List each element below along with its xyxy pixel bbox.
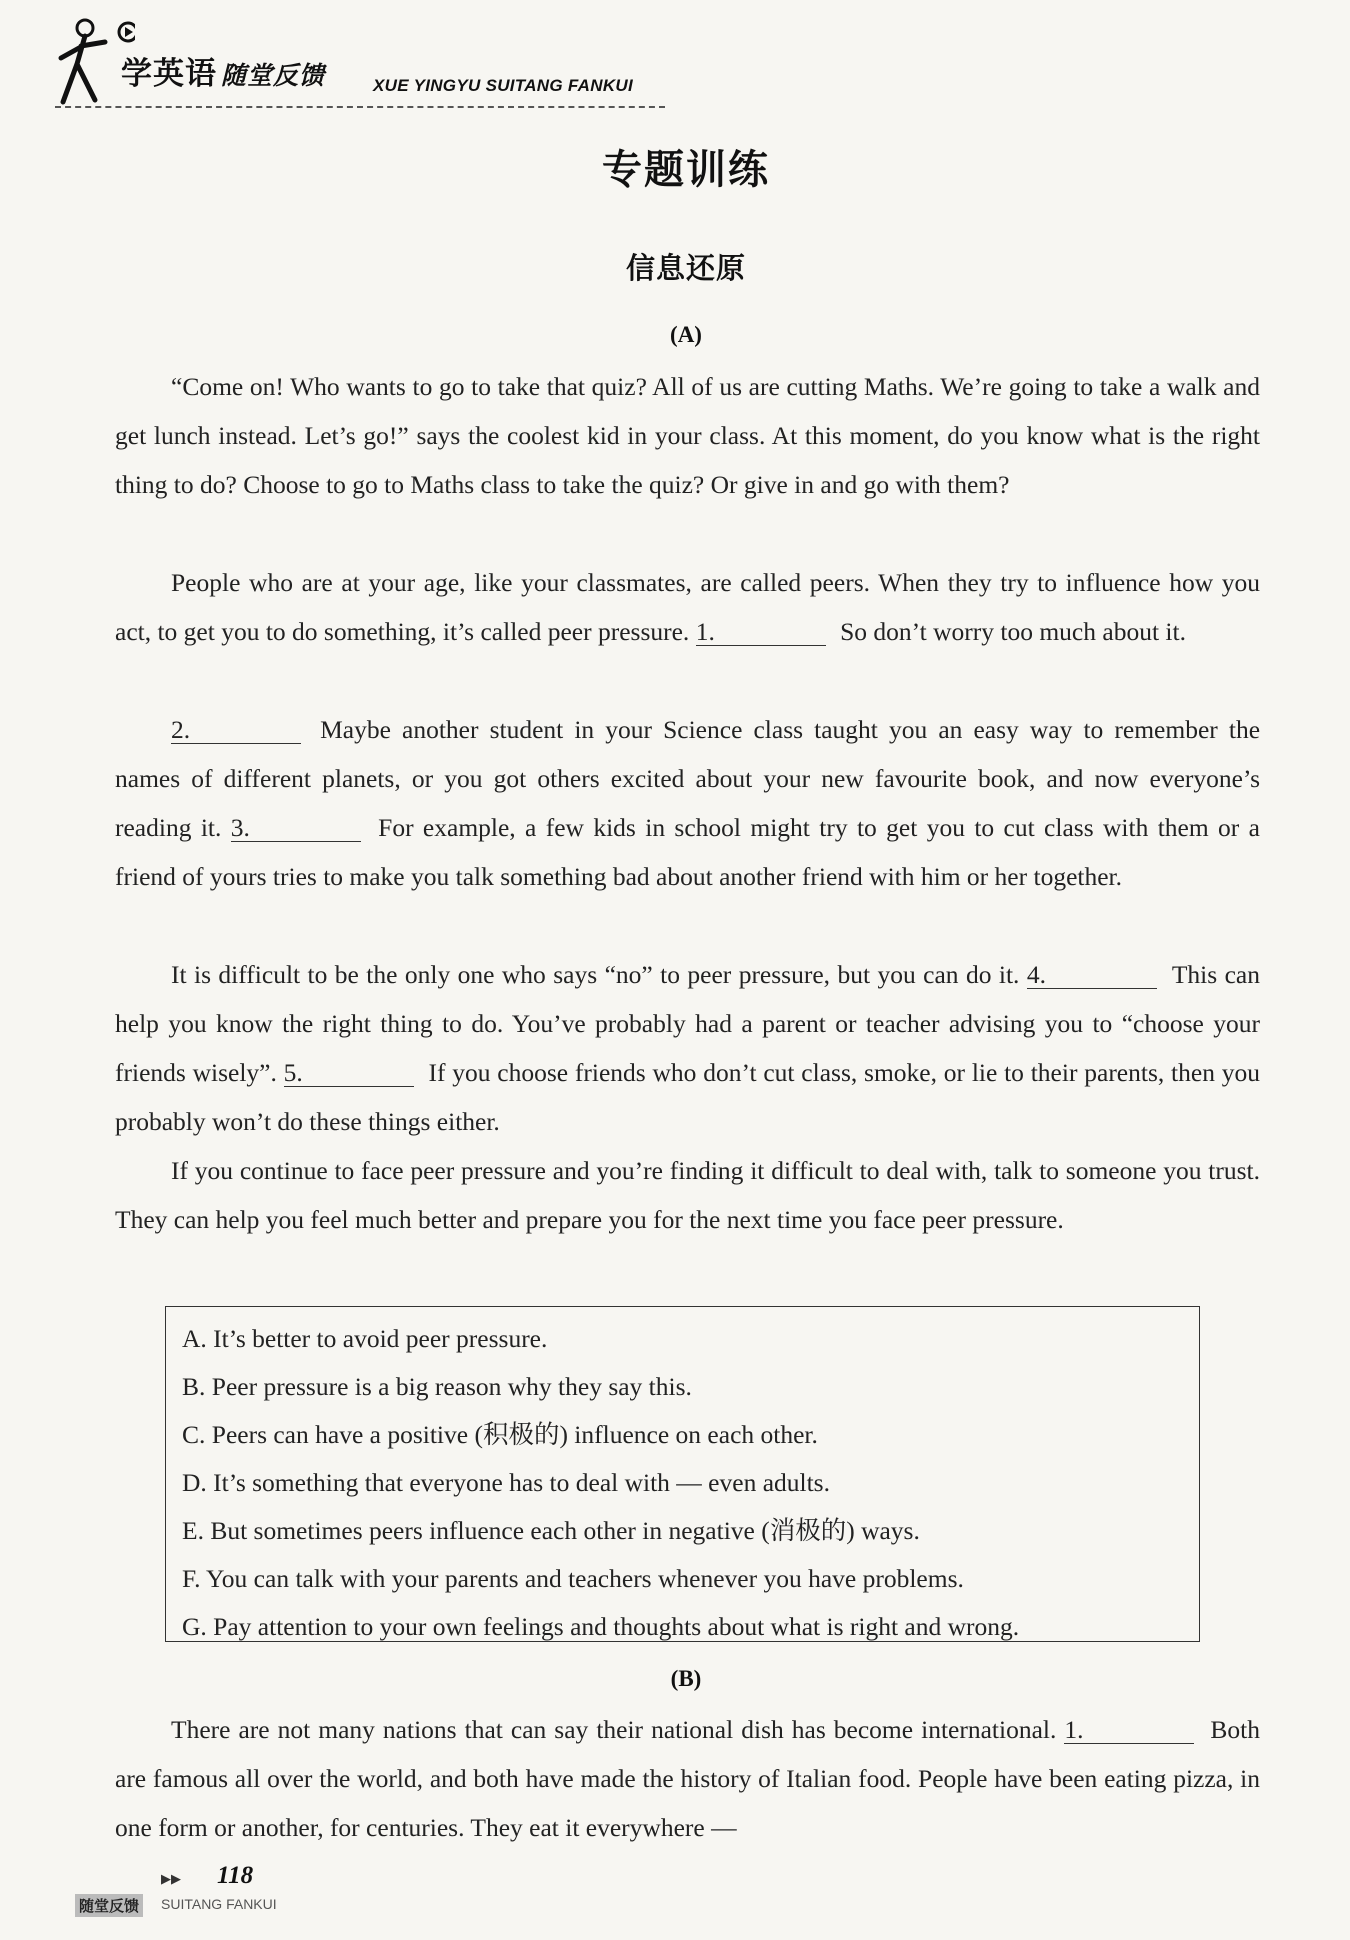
blank-5[interactable]: 5. xyxy=(284,1060,414,1087)
paragraph-a3-text: Maybe another student in your Science class taught you an easy way to remember the names of different planets, or you got others excited about your new favourite book, and now everyone’s reading it. xyxy=(115,715,1261,842)
page-title: 专题训练 xyxy=(602,147,770,193)
blank-4[interactable]: 4. xyxy=(1027,962,1157,989)
paragraph-a2-text-after: So don’t worry too much about it. xyxy=(840,617,1186,646)
option-d: D. It’s something that everyone has to deal with — even adults. xyxy=(182,1468,830,1497)
paragraph-a5: If you continue to face peer pressure and you’re finding it difficult to deal with, talk to someone you trust. They can help you feel much better and prepare you for the next time you face peer pressure. xyxy=(115,1156,1260,1234)
footer-tag-en: SUITANG FANKUI xyxy=(161,1896,277,1912)
paragraph-a4-text-mid: This can help you know the right thing to do. You’ve probably had a parent or teacher advising you to “choose your friends wisely”. xyxy=(115,960,1260,1087)
blank-b1[interactable]: 1. xyxy=(1064,1717,1194,1744)
paragraph-a1: “Come on! Who wants to go to take that quiz? All of us are cutting Maths. We’re going to take a walk and get lunch instead. Let’s go!” says the coolest kid in your class. At this moment, do you know what is the right thing to do? Choose to go to Maths class to take the quiz? Or give in and go with them? xyxy=(115,372,1260,499)
paragraph-b1 xyxy=(115,1705,1260,1852)
paragraph-b1-text: There are not many nations that can say their national dish has become international. xyxy=(171,1715,1057,1744)
option-g: G. Pay attention to your own feelings and thoughts about what is right and wrong. xyxy=(182,1612,1020,1641)
blank-2[interactable]: 2. xyxy=(171,717,301,744)
option-f: F. You can talk with your parents and teachers whenever you have problems. xyxy=(182,1564,964,1593)
arrow-icon: ▶▶ xyxy=(161,1872,181,1887)
options-box xyxy=(165,1306,1200,1642)
footer-tag-cn: 随堂反馈 xyxy=(75,1894,143,1917)
blank-1[interactable]: 1. xyxy=(696,619,826,646)
logo-cn-main: 学英语 xyxy=(121,56,217,92)
paragraph-a2-text: People who are at your age, like your classmates, are called peers. When they try to influence how you act, to get you to do something, it’s called peer pressure. xyxy=(115,568,1260,646)
logo-text-cn xyxy=(121,48,325,93)
paragraph-a4-text: It is difficult to be the only one who says “no” to peer pressure, but you can do it. xyxy=(171,960,1020,989)
page-footer xyxy=(75,1862,335,1922)
blank-3[interactable]: 3. xyxy=(231,815,361,842)
option-b: B. Peer pressure is a big reason why they say this. xyxy=(182,1372,692,1401)
page-header xyxy=(55,14,675,114)
option-c: C. Peers can have a positive (积极的) influence on each other. xyxy=(182,1420,818,1449)
logo-cn-small: 随堂反馈 xyxy=(221,61,326,90)
paragraph-b1-text-after: Both are famous all over the world, and both have made the history of Italian food. People have been eating pizza, in one form or another, for centuries. They eat it everywhere — xyxy=(115,1715,1261,1842)
page-subtitle: 信息还原 xyxy=(625,251,746,285)
paragraph-a2 xyxy=(115,558,1260,656)
option-e: E. But sometimes peers influence each other in negative (消极的) ways. xyxy=(182,1516,920,1545)
logo-text-en: XUE YINGYU SUITANG FANKUI xyxy=(373,76,634,95)
paragraph-a3-text-after: For example, a few kids in school might try to get you to cut class with them or a friend of yours tries to make you talk something bad about another friend with him or her together. xyxy=(115,813,1260,891)
page-number: 118 xyxy=(217,1862,254,1889)
header-divider xyxy=(55,106,665,108)
option-a: A. It’s better to avoid peer pressure. xyxy=(182,1324,548,1353)
paragraph-a4-text-after: If you choose friends who don’t cut class, smoke, or lie to their parents, then you probably won’t do these things either. xyxy=(115,1058,1260,1136)
paragraph-a4 xyxy=(115,950,1260,1146)
section-a-label: (A) xyxy=(670,322,702,347)
paragraph-a3 xyxy=(115,705,1260,901)
section-b-label: (B) xyxy=(670,1666,702,1691)
